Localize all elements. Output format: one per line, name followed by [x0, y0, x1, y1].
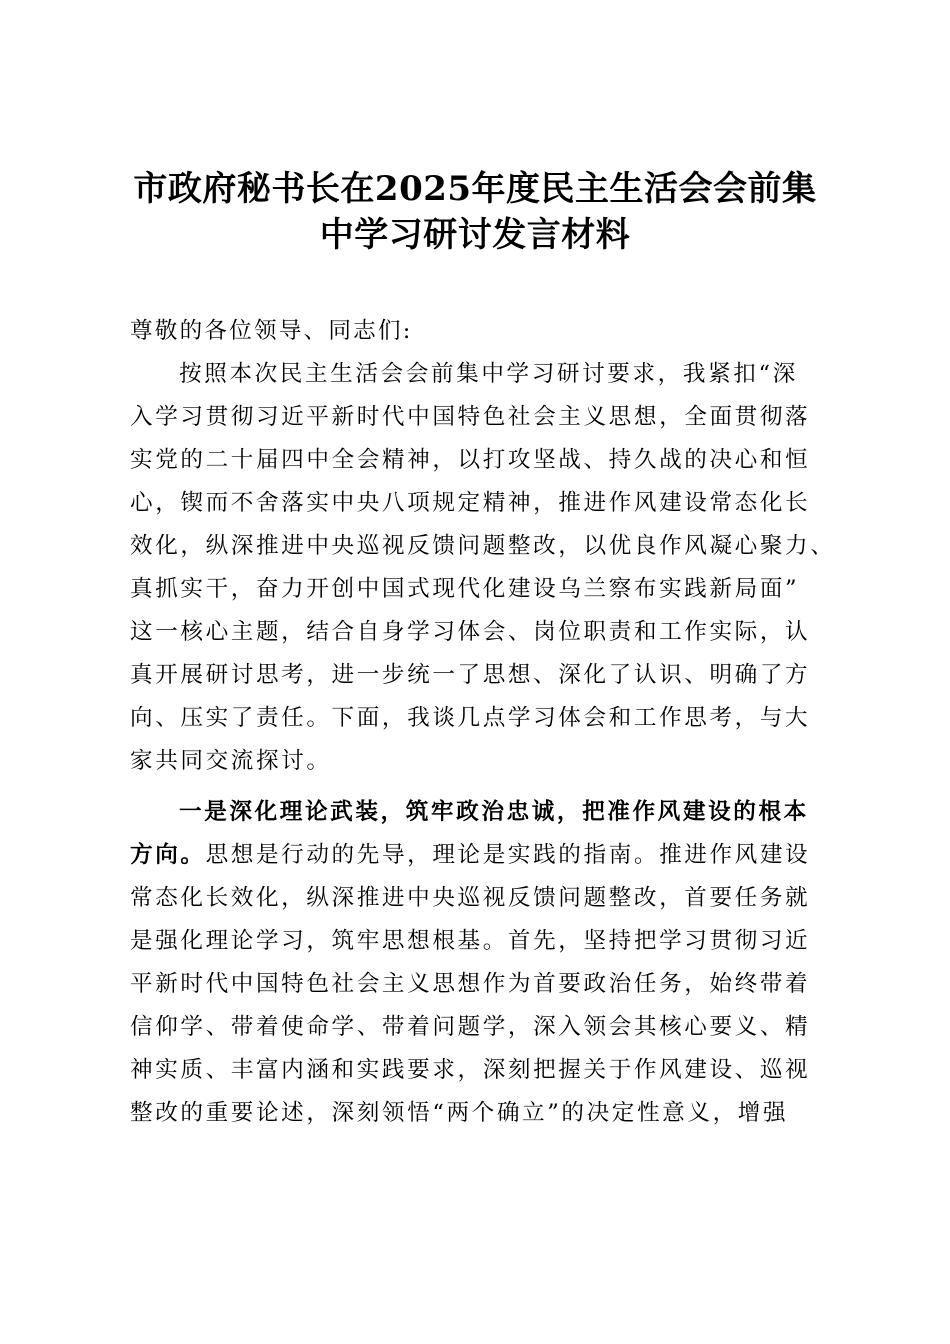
salutation: 尊敬的各位领导、同志们: [130, 318, 413, 344]
paragraph-line: 效化，纵深推进中央巡视反馈问题整改，以优良作风凝心聚力、 [130, 533, 836, 559]
title-line-2: 中学习研讨发言材料 [319, 215, 631, 255]
paragraph-line: 真开展研讨思考，进一步统一了思想、深化了认识、明确了方 [130, 662, 811, 688]
paragraph-line: 这一核心主题，结合自身学习体会、岗位职责和工作实际，认 [130, 619, 811, 645]
paragraph-line-rest: 思想是行动的先导，理论是实践的指南。推进作风建设 [205, 842, 811, 868]
paragraph-line: 常态化长效化，纵深推进中央巡视反馈问题整改，首要任务就 [130, 885, 811, 911]
paragraph-line [130, 834, 830, 877]
paragraph-line: 家共同交流探讨。 [130, 748, 332, 774]
section-heading: 一是深化理论武装，筑牢政治忠诚，把准作风建设的根本 [179, 799, 809, 825]
paragraph-line: 按照本次民主生活会会前集中学习研讨要求，我紧扣“深 [179, 361, 798, 387]
paragraph-line: 向、压实了责任。下面，我谈几点学习体会和工作思考，与大 [130, 705, 811, 731]
document-body [130, 310, 836, 1135]
paragraph-line: 入学习贯彻习近平新时代中国特色社会主义思想，全面贯彻落 [130, 404, 811, 430]
paragraph-line: 心，锲而不舍落实中央八项规定精神，推进作风建设常态化长 [130, 490, 811, 516]
paragraph-line: 是强化理论学习，筑牢思想根基。首先，坚持把学习贯彻习近 [130, 928, 811, 954]
paragraph-section-one [130, 791, 830, 1135]
paragraph-line: 神实质、丰富内涵和实践要求，深刻把握关于作风建设、巡视 [130, 1057, 811, 1083]
paragraph-intro [130, 353, 836, 783]
paragraph-line: 真抓实干，奋力开创中国式现代化建设乌兰察布实践新局面” [130, 576, 800, 602]
paragraph-line: 整改的重要论述，深刻领悟“两个确立”的决定性意义，增强 [130, 1100, 789, 1126]
paragraph-line: 信仰学、带着使命学、带着问题学，深入领会其核心要义、精 [130, 1014, 811, 1040]
title-line-1: 市政府秘书长在2025年度民主生活会会前集 [133, 169, 817, 209]
section-heading-end: 方向。 [130, 842, 206, 868]
document-title [120, 166, 830, 258]
paragraph-line: 平新时代中国特色社会主义思想作为首要政治任务，始终带着 [130, 971, 811, 997]
paragraph-line: 实党的二十届四中全会精神，以打攻坚战、持久战的决心和恒 [130, 447, 811, 473]
